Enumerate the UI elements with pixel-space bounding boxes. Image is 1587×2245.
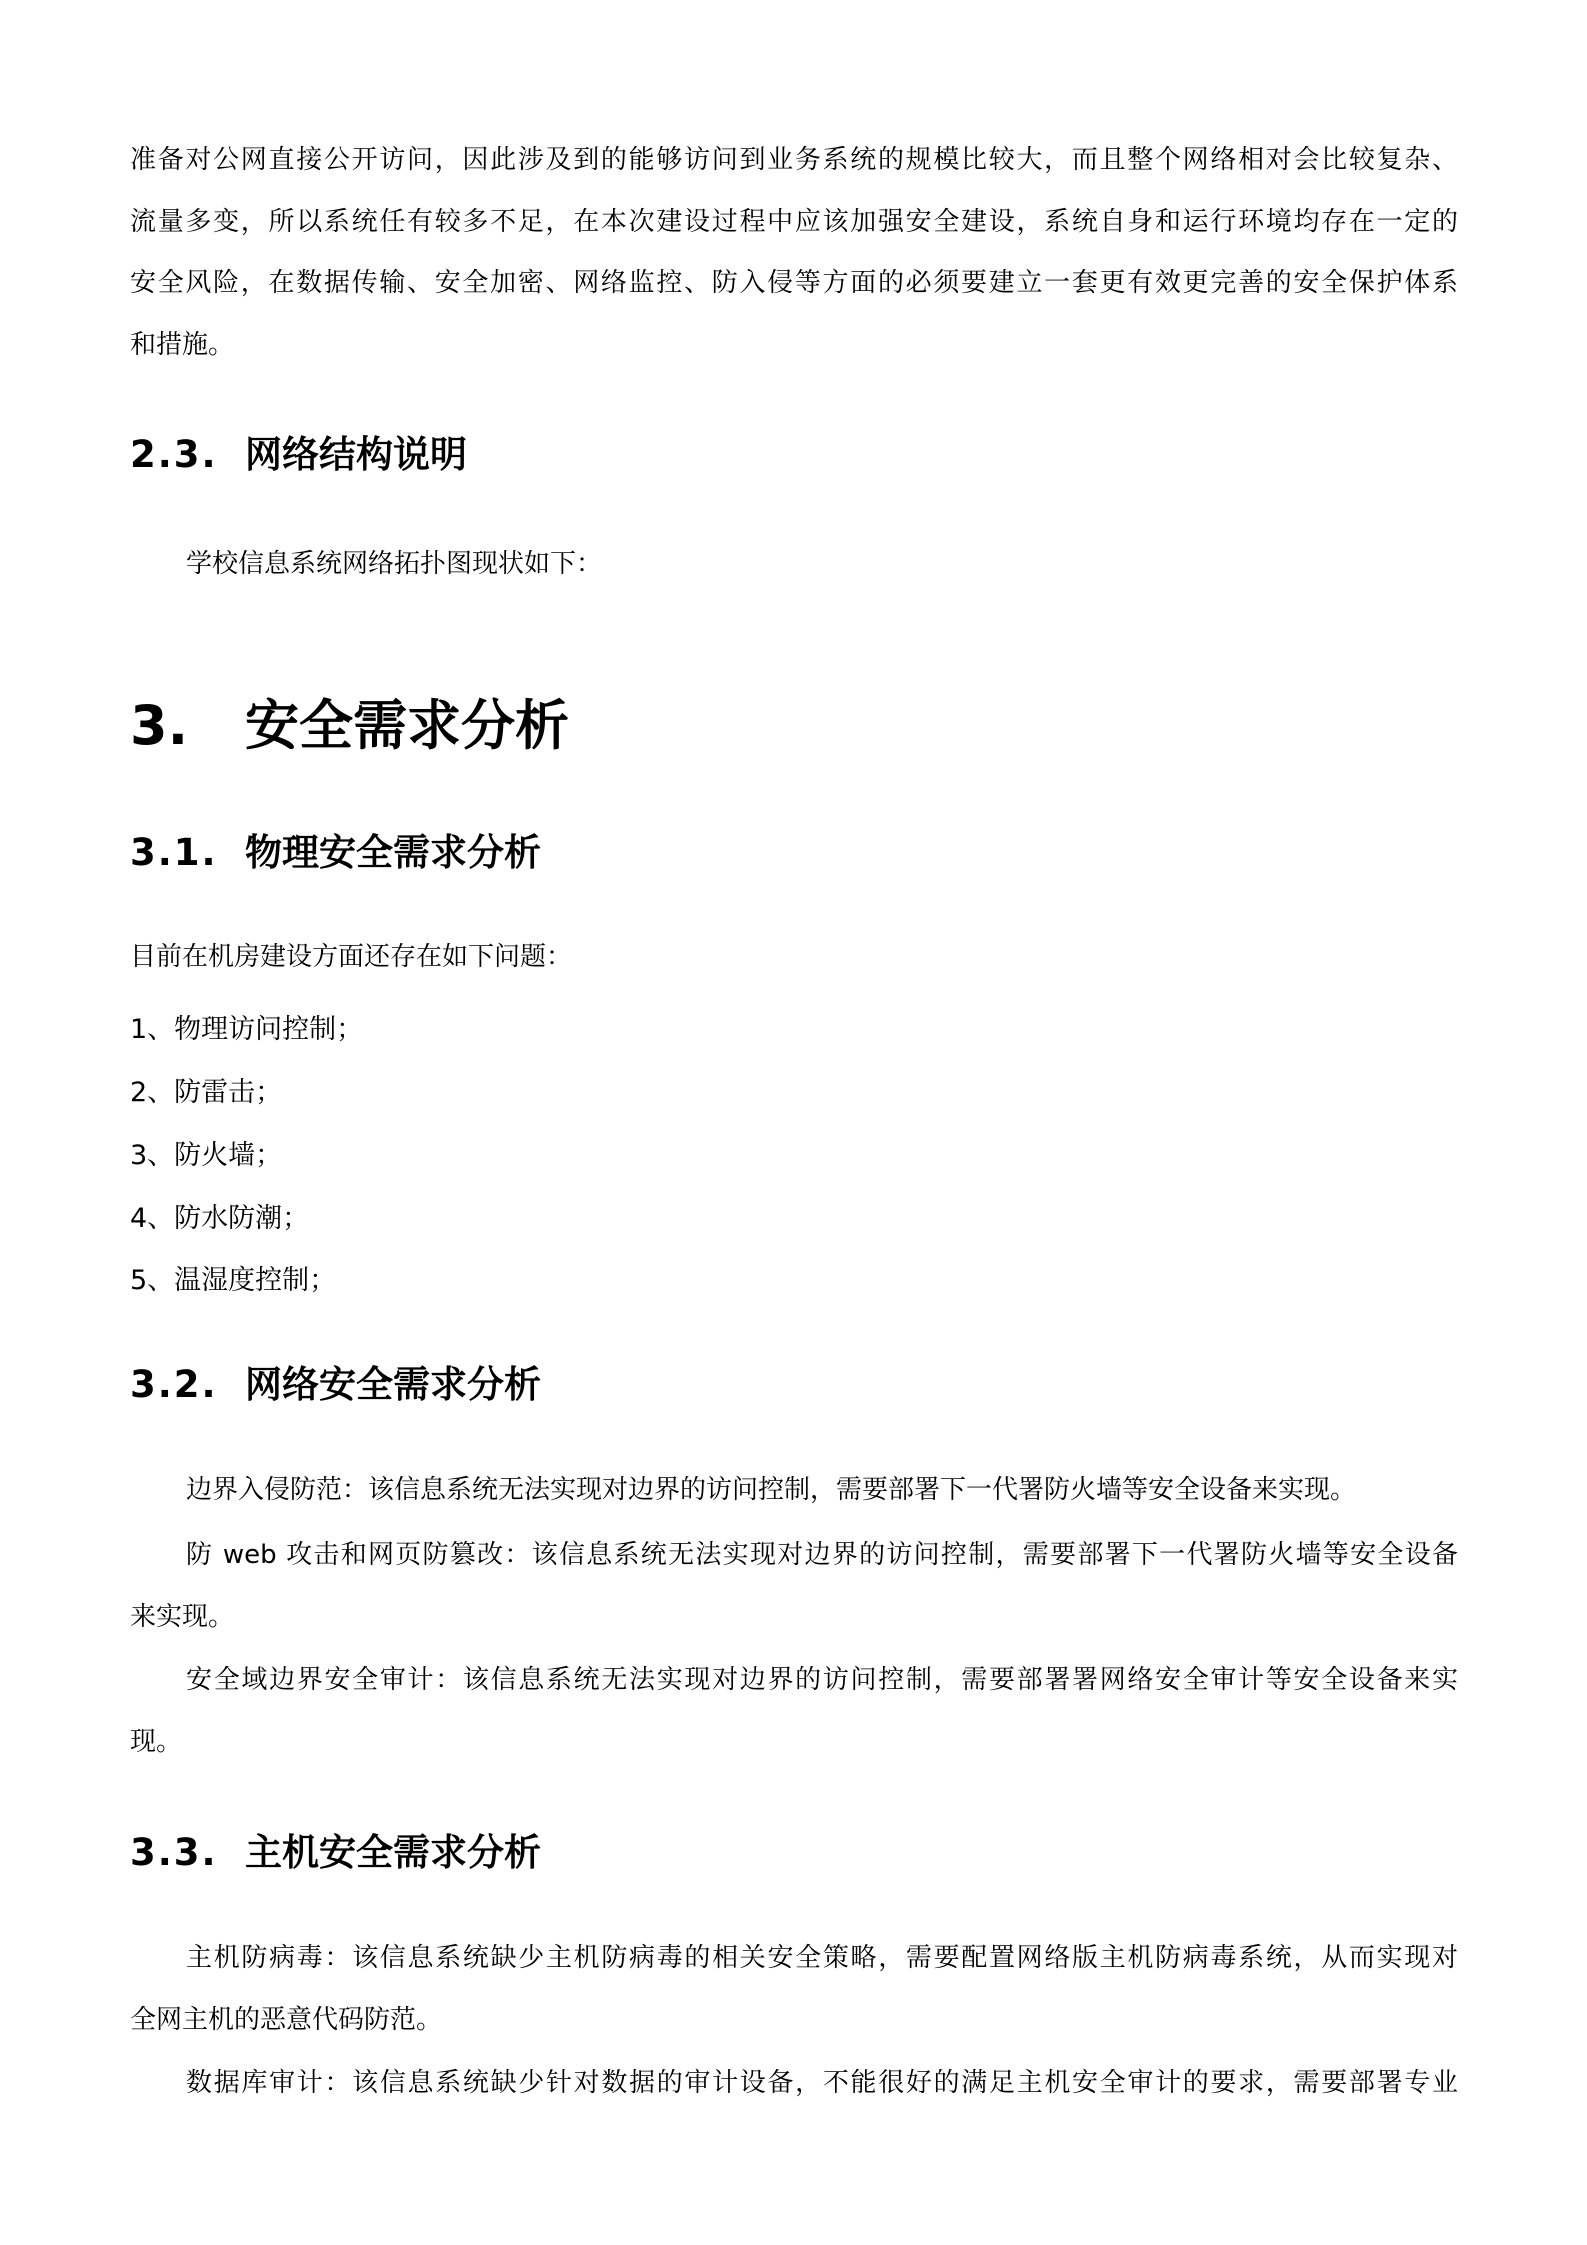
list-item: 5、温湿度控制； (130, 1265, 337, 1296)
paragraph-line: 来实现。 (130, 1602, 235, 1632)
paragraph-line: 数据库审计：该信息系统缺少针对数据的审计设备，不能很好的满足主机安全审计的要求，需要部署专业 (186, 2068, 1458, 2098)
heading-3-1 (130, 830, 541, 876)
list-item: 4、防水防潮； (130, 1203, 310, 1234)
paragraph-line: 主机防病毒：该信息系统缺少主机防病毒的相关安全策略，需要配置网络版主机防病毒系统，从而实现对 (186, 1943, 1458, 1973)
paragraph-line: 安全域边界安全审计：该信息系统无法实现对边界的访问控制，需要部署署网络安全审计等安全设备来实 (186, 1665, 1458, 1695)
physical-intro: 目前在机房建设方面还存在如下问题： (130, 942, 573, 972)
heading-title: 网络安全需求分析 (245, 1363, 541, 1406)
intro-line: 准备对公网直接公开访问，因此涉及到的能够访问到业务系统的规模比较大，而且整个网络相对会比较复杂、 (130, 145, 1458, 175)
heading-2-3 (130, 432, 467, 478)
heading-number: 3. (130, 694, 189, 757)
heading-title: 网络结构说明 (245, 433, 467, 476)
heading-number: 2.3. (130, 433, 218, 476)
list-item: 2、防雷击； (130, 1077, 283, 1108)
heading-3-2 (130, 1362, 541, 1408)
heading-number: 3.1. (130, 831, 218, 874)
heading-title: 物理安全需求分析 (245, 831, 541, 874)
list-item: 3、防火墙； (130, 1140, 283, 1171)
heading-title: 主机安全需求分析 (245, 1831, 541, 1874)
heading-title: 安全需求分析 (245, 694, 569, 757)
paragraph-line: 全网主机的恶意代码防范。 (130, 2005, 443, 2035)
heading-number: 3.2. (130, 1363, 218, 1406)
heading-3-3 (130, 1830, 541, 1876)
paragraph-line: 防 web 攻击和网页防篡改：该信息系统无法实现对边界的访问控制，需要部署下一代署防火墙等安全设备 (186, 1540, 1458, 1570)
heading-number: 3.3. (130, 1831, 218, 1874)
heading-3 (130, 694, 569, 758)
paragraph-line: 现。 (130, 1727, 183, 1757)
intro-line: 和措施。 (130, 330, 235, 360)
intro-line: 流量多变，所以系统任有较多不足，在本次建设过程中应该加强安全建设，系统自身和运行环境均存在一定的 (130, 207, 1458, 237)
paragraph-line: 边界入侵防范：该信息系统无法实现对边界的访问控制，需要部署下一代署防火墙等安全设备来实现。 (186, 1475, 1357, 1505)
list-item: 1、物理访问控制； (130, 1014, 364, 1045)
network-structure-paragraph: 学校信息系统网络拓扑图现状如下： (186, 549, 603, 579)
intro-line: 安全风险，在数据传输、安全加密、网络监控、防入侵等方面的必须要建立一套更有效更完善的安全保护体系 (130, 268, 1458, 298)
